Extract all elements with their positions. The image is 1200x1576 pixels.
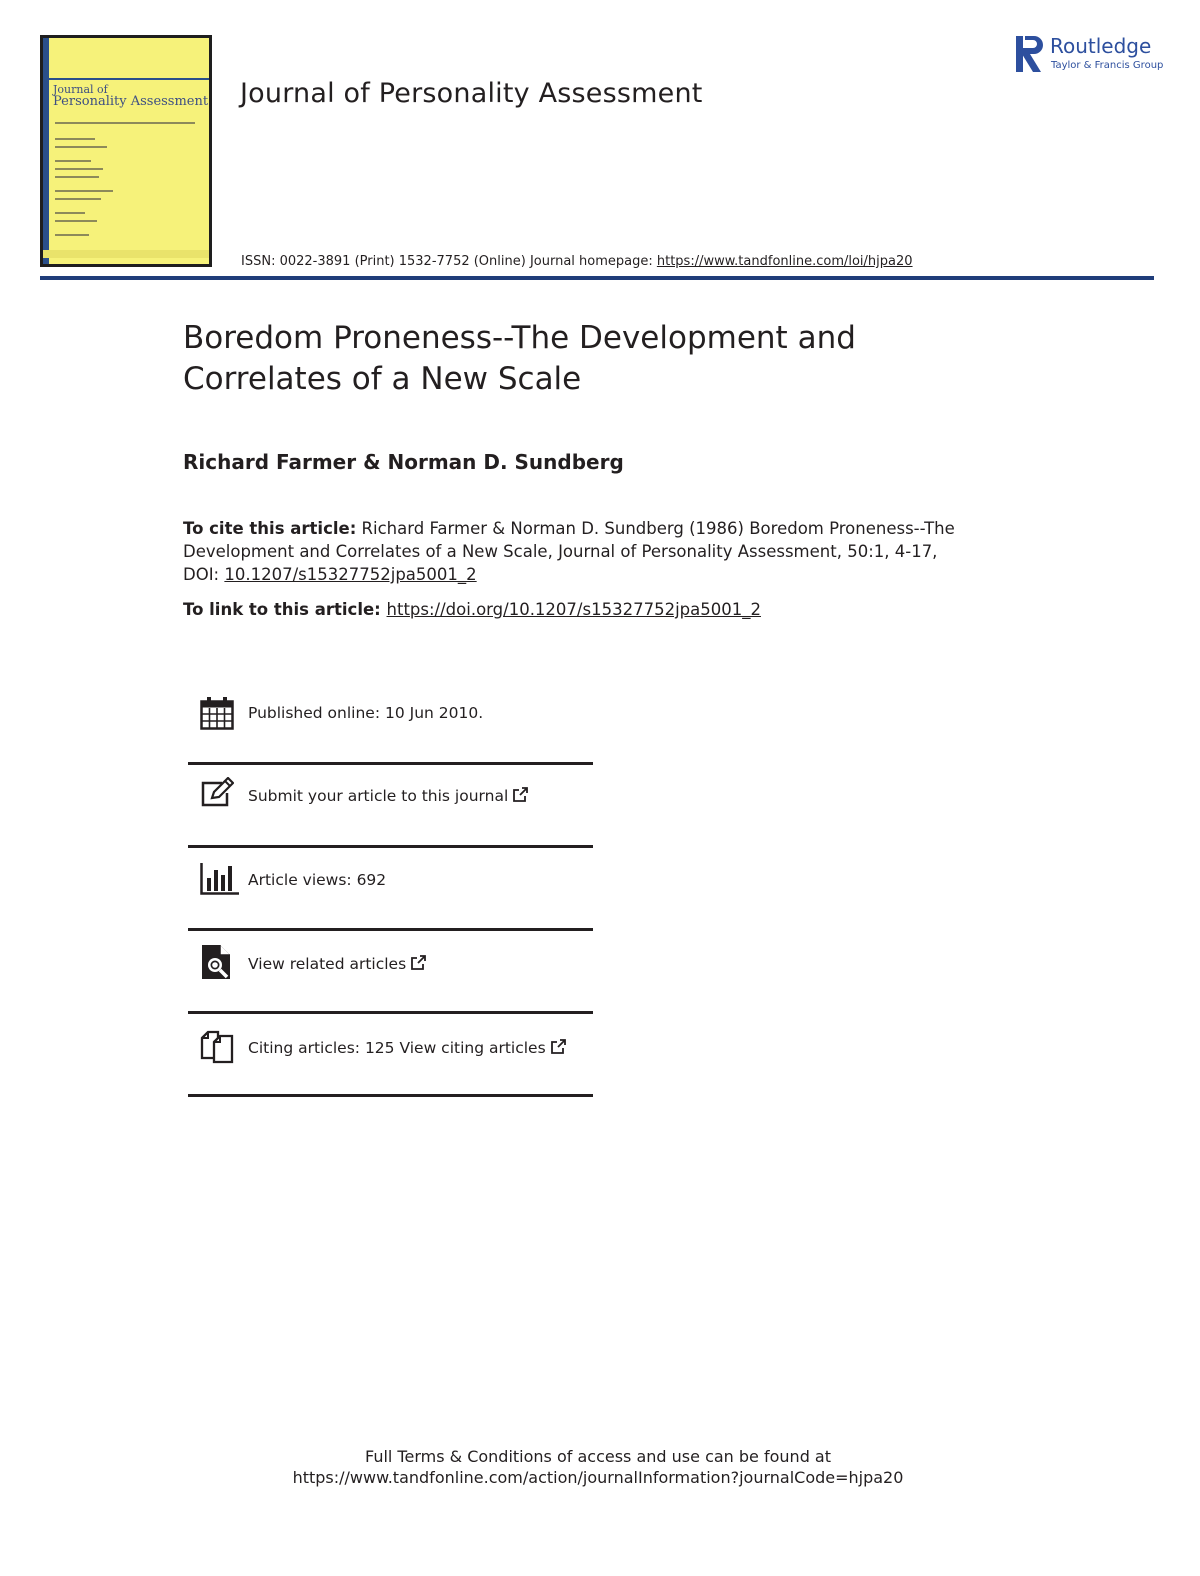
document-search-icon — [200, 943, 234, 981]
related-articles-row[interactable] — [188, 931, 593, 1014]
cover-text-line — [55, 138, 95, 140]
issn-line — [241, 254, 913, 269]
cite-label: To cite this article: — [183, 519, 357, 538]
article-views-row — [188, 848, 593, 931]
cover-spine-strip — [43, 38, 49, 264]
cover-text-line — [55, 168, 103, 170]
article-authors: Richard Farmer & Norman D. Sundberg — [183, 450, 624, 474]
doi-label: DOI: — [183, 565, 225, 584]
footer-line1: Full Terms & Conditions of access and use can be found at — [364, 1447, 832, 1466]
article-title — [183, 318, 983, 400]
cover-text-line — [55, 160, 91, 162]
citation-block — [183, 517, 1003, 586]
routledge-logo — [1016, 34, 1164, 76]
published-row — [188, 690, 593, 765]
cover-title-line2: Personality Assessment — [53, 94, 209, 109]
calendar-icon — [200, 696, 234, 730]
citing-articles-label: Citing articles: 125 View citing articles — [248, 1039, 546, 1057]
external-link-icon — [550, 1039, 566, 1055]
terms-footer — [0, 1446, 1196, 1488]
article-link-line — [183, 600, 761, 619]
journal-cover-image — [40, 35, 212, 267]
citing-articles-link[interactable] — [248, 1039, 566, 1057]
journal-homepage-link[interactable]: https://www.tandfonline.com/loi/hjpa20 — [656, 254, 913, 269]
submit-article-label: Submit your article to this journal — [248, 787, 509, 805]
article-title-line2: Correlates of a New Scale — [183, 361, 582, 397]
cover-text-line — [55, 122, 195, 124]
article-doi-url-link[interactable]: https://doi.org/10.1207/s15327752jpa5001_2 — [386, 600, 761, 619]
cover-text-line — [55, 234, 89, 236]
link-label: To link to this article: — [183, 600, 387, 619]
cover-text-line — [55, 176, 99, 178]
header-divider — [40, 276, 1154, 280]
article-title-line1: Boredom Proneness--The Development and — [183, 320, 856, 356]
logo-name: Routledge — [1050, 34, 1152, 58]
cover-footer-band — [43, 250, 209, 258]
external-link-icon — [512, 787, 528, 803]
cover-text-line — [55, 198, 101, 200]
cover-text-line — [55, 212, 85, 214]
cover-text-line — [55, 190, 113, 192]
cover-band — [49, 78, 209, 80]
related-articles-link[interactable] — [248, 955, 426, 973]
cite-text: Richard Farmer & Norman D. Sundberg (1986) Boredom Proneness--The Development and Correlates of a New Scale, Journal of Personality Assessment, 50:1, 4-17, — [183, 519, 955, 561]
submit-article-link[interactable] — [248, 787, 528, 805]
related-articles-label: View related articles — [248, 955, 407, 973]
doi-link[interactable]: 10.1207/s15327752jpa5001_2 — [224, 565, 477, 584]
cover-text-line — [55, 146, 107, 148]
bar-chart-icon — [200, 862, 240, 896]
cover-title-line1: Journal of — [53, 83, 108, 96]
submit-article-row[interactable] — [188, 765, 593, 848]
edit-icon — [200, 777, 234, 811]
journal-title: Journal of Personality Assessment — [240, 78, 703, 109]
logo-subtitle: Taylor & Francis Group — [1051, 60, 1164, 71]
external-link-icon — [410, 955, 426, 971]
published-date: Published online: 10 Jun 2010. — [248, 704, 484, 722]
routledge-r-icon — [1016, 34, 1044, 74]
footer-terms-url[interactable]: https://www.tandfonline.com/action/journalInformation?journalCode=hjpa20 — [292, 1468, 904, 1487]
article-info-list — [188, 690, 593, 1097]
documents-copy-icon — [200, 1028, 234, 1064]
citing-articles-row[interactable] — [188, 1014, 593, 1097]
cover-text-line — [55, 220, 97, 222]
cover-title — [53, 84, 212, 108]
article-views: Article views: 692 — [248, 871, 387, 889]
issn-text: ISSN: 0022-3891 (Print) 1532-7752 (Online) Journal homepage: — [241, 254, 657, 269]
